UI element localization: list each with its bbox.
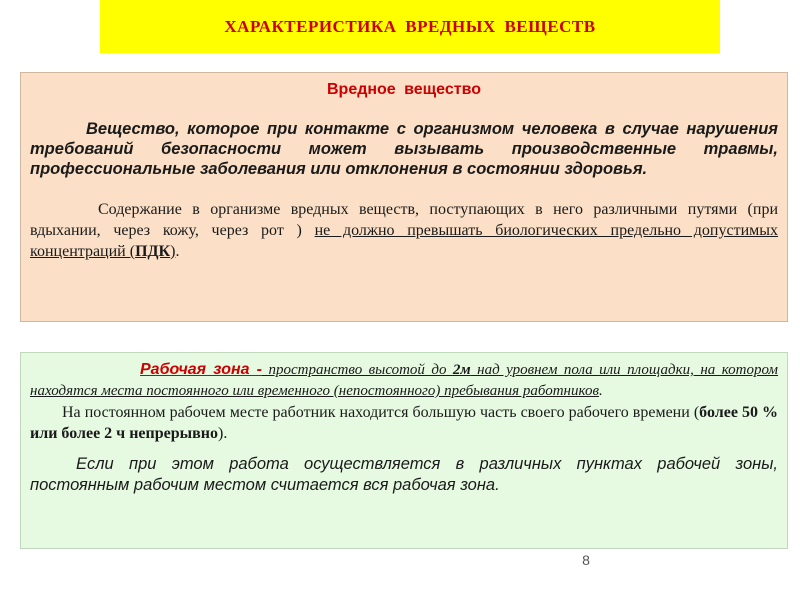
work-zone-def-part1: пространство высотой до bbox=[262, 362, 453, 378]
work-zone-def-part2: над уровнем пола или площадки, на котором находятся места постоянного или временного (непостоянного) пребывания работников bbox=[30, 362, 779, 399]
content-end: . bbox=[175, 243, 180, 260]
content-limit-text: не должно превышать биологических предельно допустимых концентраций ( bbox=[30, 222, 779, 260]
slide-title: ХАРАКТЕРИСТИКА ВРЕДНЫХ ВЕЩЕСТВ bbox=[224, 16, 596, 36]
work-zone-height: 2м bbox=[452, 362, 471, 378]
content-paragraph bbox=[30, 199, 778, 262]
work-zone-def-end: . bbox=[598, 383, 603, 399]
work-zone-note: Если при этом работа осуществляется в различных пунктах рабочей зоны, постоянным рабочим местом считается вся рабочая зона. bbox=[30, 455, 778, 494]
harmful-substance-heading: Вредное вещество bbox=[326, 81, 481, 98]
work-zone-term: Рабочая зона - bbox=[140, 361, 263, 378]
page-number: 8 bbox=[582, 552, 590, 568]
permanent-workplace-bold: более 50 % или более 2 ч непрерывно bbox=[30, 404, 778, 442]
harmful-substance-definition: Вещество, которое при контакте с организмом человека в случае нарушения требований безопасности может вызывать производственные травмы, профессиональные заболевания или отклонения в состоянии здоровья. bbox=[30, 120, 778, 178]
permanent-workplace-end: ). bbox=[217, 425, 228, 442]
permanent-workplace-text: На постоянном рабочем месте работник находится большую часть своего рабочего времени ( bbox=[62, 404, 700, 421]
content-text: Содержание в организме вредных веществ, поступающих в него различными путями (при вдыхании, через кожу, через рот ) bbox=[30, 201, 778, 239]
pdk-abbreviation: ПДК bbox=[135, 243, 171, 260]
work-zone-definition bbox=[30, 359, 778, 402]
permanent-workplace-paragraph bbox=[30, 402, 778, 444]
content-limit-close: ) bbox=[170, 243, 176, 260]
work-zone-box bbox=[20, 352, 788, 549]
title-banner bbox=[100, 0, 720, 53]
harmful-substance-box bbox=[20, 72, 788, 322]
